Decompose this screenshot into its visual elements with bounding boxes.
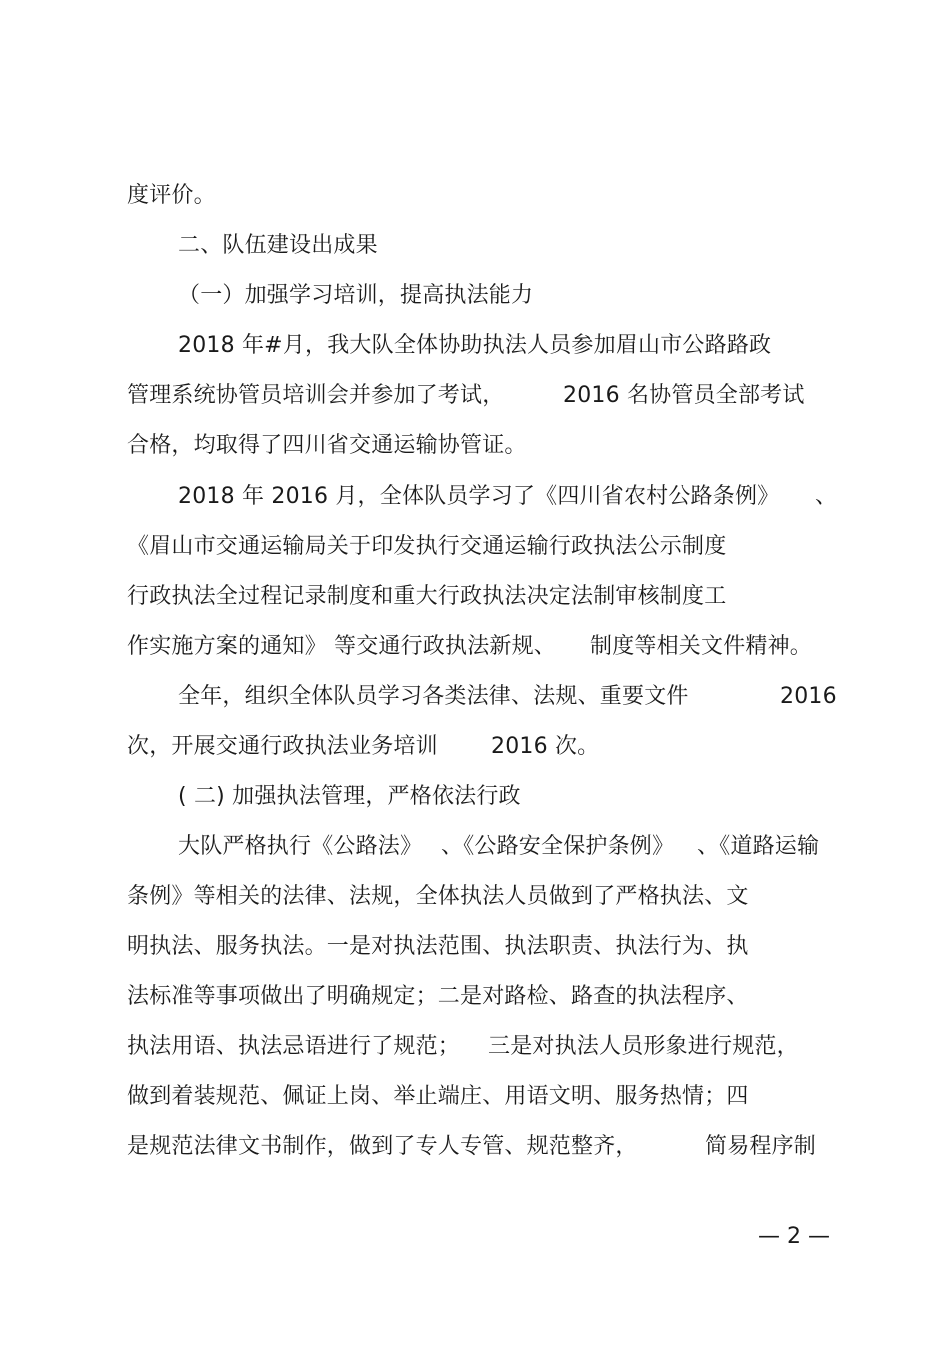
text-line: 简易程序制 (705, 1134, 817, 1159)
text-line: 明执法、服务执法。一是对执法范围、执法职责、执法行为、执 (127, 934, 749, 959)
text-line: 2018 年 2016 月，全体队员学习了《四川省农村公路条例》 (178, 484, 780, 509)
text-line: 、 (815, 484, 838, 509)
page-number: — 2 — (758, 1224, 830, 1249)
text-line: 、《公路安全保护条例》 (441, 834, 675, 859)
subsection-heading: ( 二) 加强执法管理，严格依法行政 (178, 784, 521, 809)
text-line: 执法用语、执法忌语进行了规范； (127, 1034, 461, 1059)
text-line: 全年，组织全体队员学习各类法律、法规、重要文件 (178, 684, 689, 709)
text-line: 做到着装规范、佩证上岗、举止端庄、用语文明、服务热情；四 (127, 1084, 749, 1109)
text-line: 三是对执法人员形象进行规范， (488, 1034, 799, 1059)
text-line: 2016 次。 (491, 734, 600, 759)
text-line: 法标准等事项做出了明确规定；二是对路检、路查的执法程序、 (127, 984, 749, 1009)
text-line: 行政执法全过程记录制度和重大行政执法决定法制审核制度工 (127, 584, 727, 609)
text-line: 次，开展交通行政执法业务培训 (127, 734, 438, 759)
text-line: 、《道路运输 (697, 834, 820, 859)
text-line: 2018 年#月，我大队全体协助执法人员参加眉山市公路路政 (178, 333, 772, 358)
text-line: 大队严格执行《公路法》 (178, 834, 423, 859)
text-line: 制度等相关文件精神。 (590, 634, 813, 659)
text-line: 是规范法律文书制作，做到了专人专管、规范整齐， (127, 1134, 638, 1159)
section-heading: 二、队伍建设出成果 (178, 233, 378, 258)
text-line: 合格，均取得了四川省交通运输协管证。 (127, 433, 527, 458)
text-line: 管理系统协管员培训会并参加了考试， (127, 383, 505, 408)
text-line: 条例》等相关的法律、法规，全体执法人员做到了严格执法、文 (127, 884, 749, 909)
subsection-heading: （一）加强学习培训，提高执法能力 (178, 283, 534, 308)
text-line: 2016 (780, 684, 837, 709)
text-line: 度评价。 (127, 183, 216, 208)
text-line: 2016 名协管员全部考试 (563, 383, 805, 408)
text-line: 《眉山市交通运输局关于印发执行交通运输行政执法公示制度 (127, 534, 727, 559)
text-line: 作实施方案的通知》 等交通行政执法新规、 (127, 634, 556, 659)
